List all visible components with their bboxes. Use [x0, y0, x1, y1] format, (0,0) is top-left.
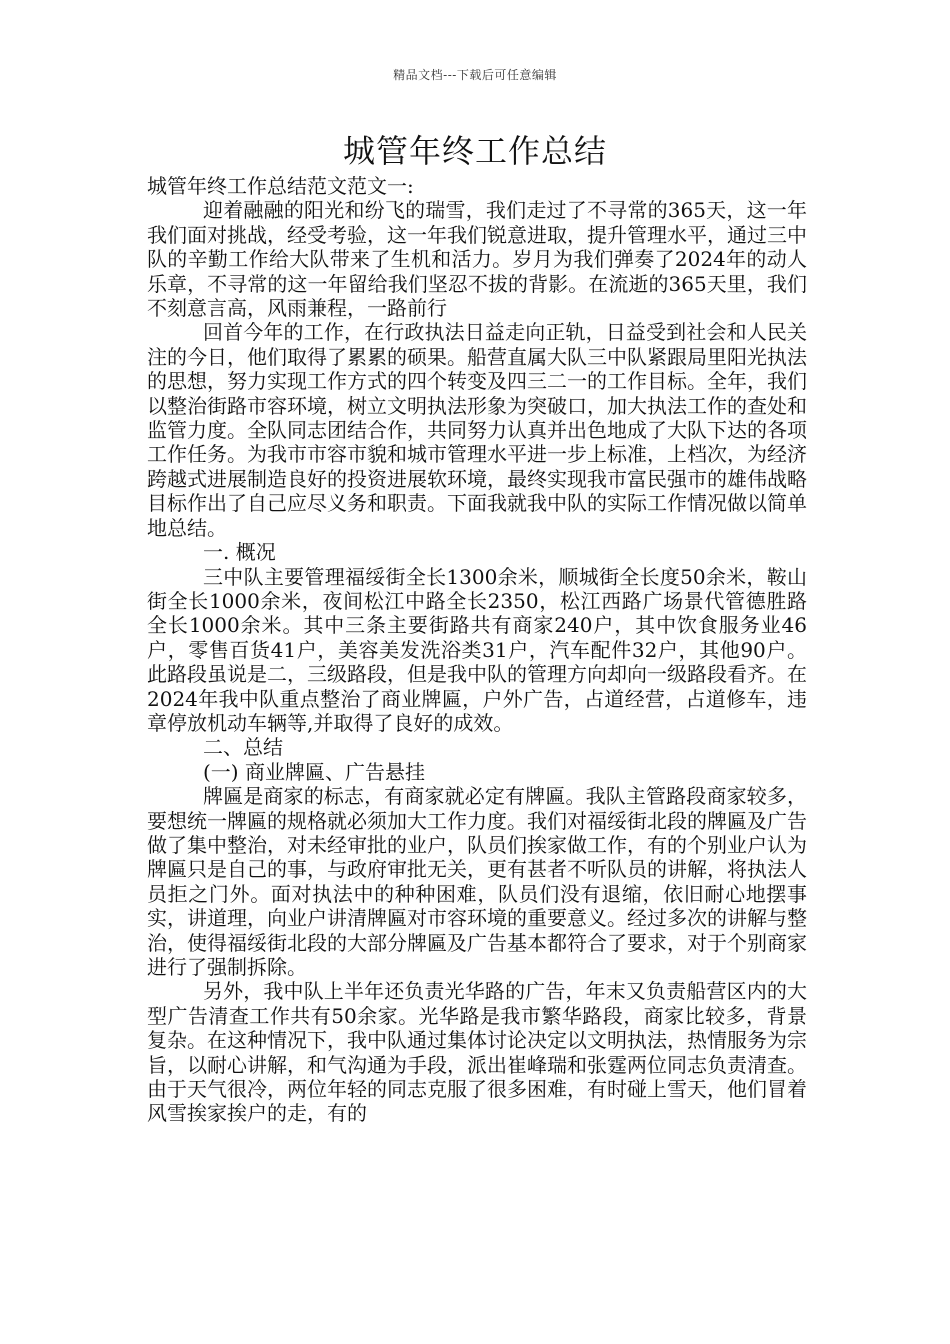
paragraph: 三中队主要管理福绥街全长1300余米，顺城街全长度50余米，鞍山街全长1000余米，夜间松江中路全长2350，松江西路广场景代管德胜路全长1000余米。其中三条主要街路共有商家240户，其中饮食服务业46户，零售百货41户，美容美发洗浴类31户，汽车配件32户，其他90户。此路段虽说是二，三级路段，但是我中队的管理方向却向一级路段看齐。在2024年我中队重点整治了商业牌匾，户外广告，占道经营，占道修车，违章停放机动车辆等,并取得了良好的成效。	[147, 564, 807, 735]
paragraph: 回首今年的工作，在行政执法日益走向正轨，日益受到社会和人民关注的今日，他们取得了累累的硕果。船营直属大队三中队紧跟局里阳光执法的思想，努力实现工作方式的四个转变及四三二一的工作目标。全年，我们以整治街路市容环境，树立文明执法形象为突破口，加大执法工作的查处和监管力度。全队同志团结合作，共同努力认真并出色地成了大队下达的各项工作任务。为我市市容市貌和城市管理水平进一步上标准，上档次，为经济跨越式进展制造良好的投资进展软环境，最终实现我市富民强市的雄伟战略目标作出了自己应尽义务和职责。下面我就我中队的实际工作情况做以简单地总结。	[147, 320, 807, 540]
document-title: 城管年终工作总结	[342, 132, 607, 170]
paragraph: 另外，我中队上半年还负责光华路的广告，年末又负责船营区内的大型广告清查工作共有50余家。光华路是我市繁华路段，商家比较多，背景复杂。在这种情况下，我中队通过集体讨论决定以文明执法，热情服务为宗旨，以耐心讲解，和气沟通为手段，派出崔峰瑞和张霆两位同志负责清查。由于天气很冷，两位年轻的同志克服了很多困难，有时碰上雪天，他们冒着风雪挨家挨户的走，有的	[147, 979, 807, 1126]
paragraph: 迎着融融的阳光和纷飞的瑞雪，我们走过了不寻常的365天，这一年我们面对挑战，经受考验，这一年我们锐意进取，提升管理水平，通过三中队的辛勤工作给大队带来了生机和活力。岁月为我们弹奏了2024年的动人乐章，不寻常的这一年留给我们坚忍不拔的背影。在流逝的365天里，我们不刻意言高，风雨兼程，一路前行	[147, 198, 807, 321]
paragraph: 牌匾是商家的标志，有商家就必定有牌匾。我队主管路段商家较多，要想统一牌匾的规格就必须加大工作力度。我们对福绥街北段的牌匾及广告做了集中整治，对未经审批的业户，队员们挨家做工作，有的个别业户认为牌匾只是自己的事，与政府审批无关，更有甚者不听队员的讲解，将执法人员拒之门外。面对执法中的种种困难，队员们没有退缩，依旧耐心地摆事实，讲道理，向业户讲清牌匾对市容环境的重要意义。经过多次的讲解与整治，使得福绥街北段的大部分牌匾及广告基本都符合了要求，对于个别商家进行了强制拆除。	[147, 784, 807, 979]
section-heading: 二、总结	[203, 735, 283, 760]
header-note: 精品文档---下载后可任意编辑	[393, 68, 557, 82]
section-heading: 一. 概况	[203, 540, 276, 565]
document-body	[147, 174, 807, 1126]
subsection-heading: (一) 商业牌匾、广告悬挂	[203, 759, 425, 784]
paragraph-intro: 城管年终工作总结范文范文一:	[147, 174, 414, 198]
